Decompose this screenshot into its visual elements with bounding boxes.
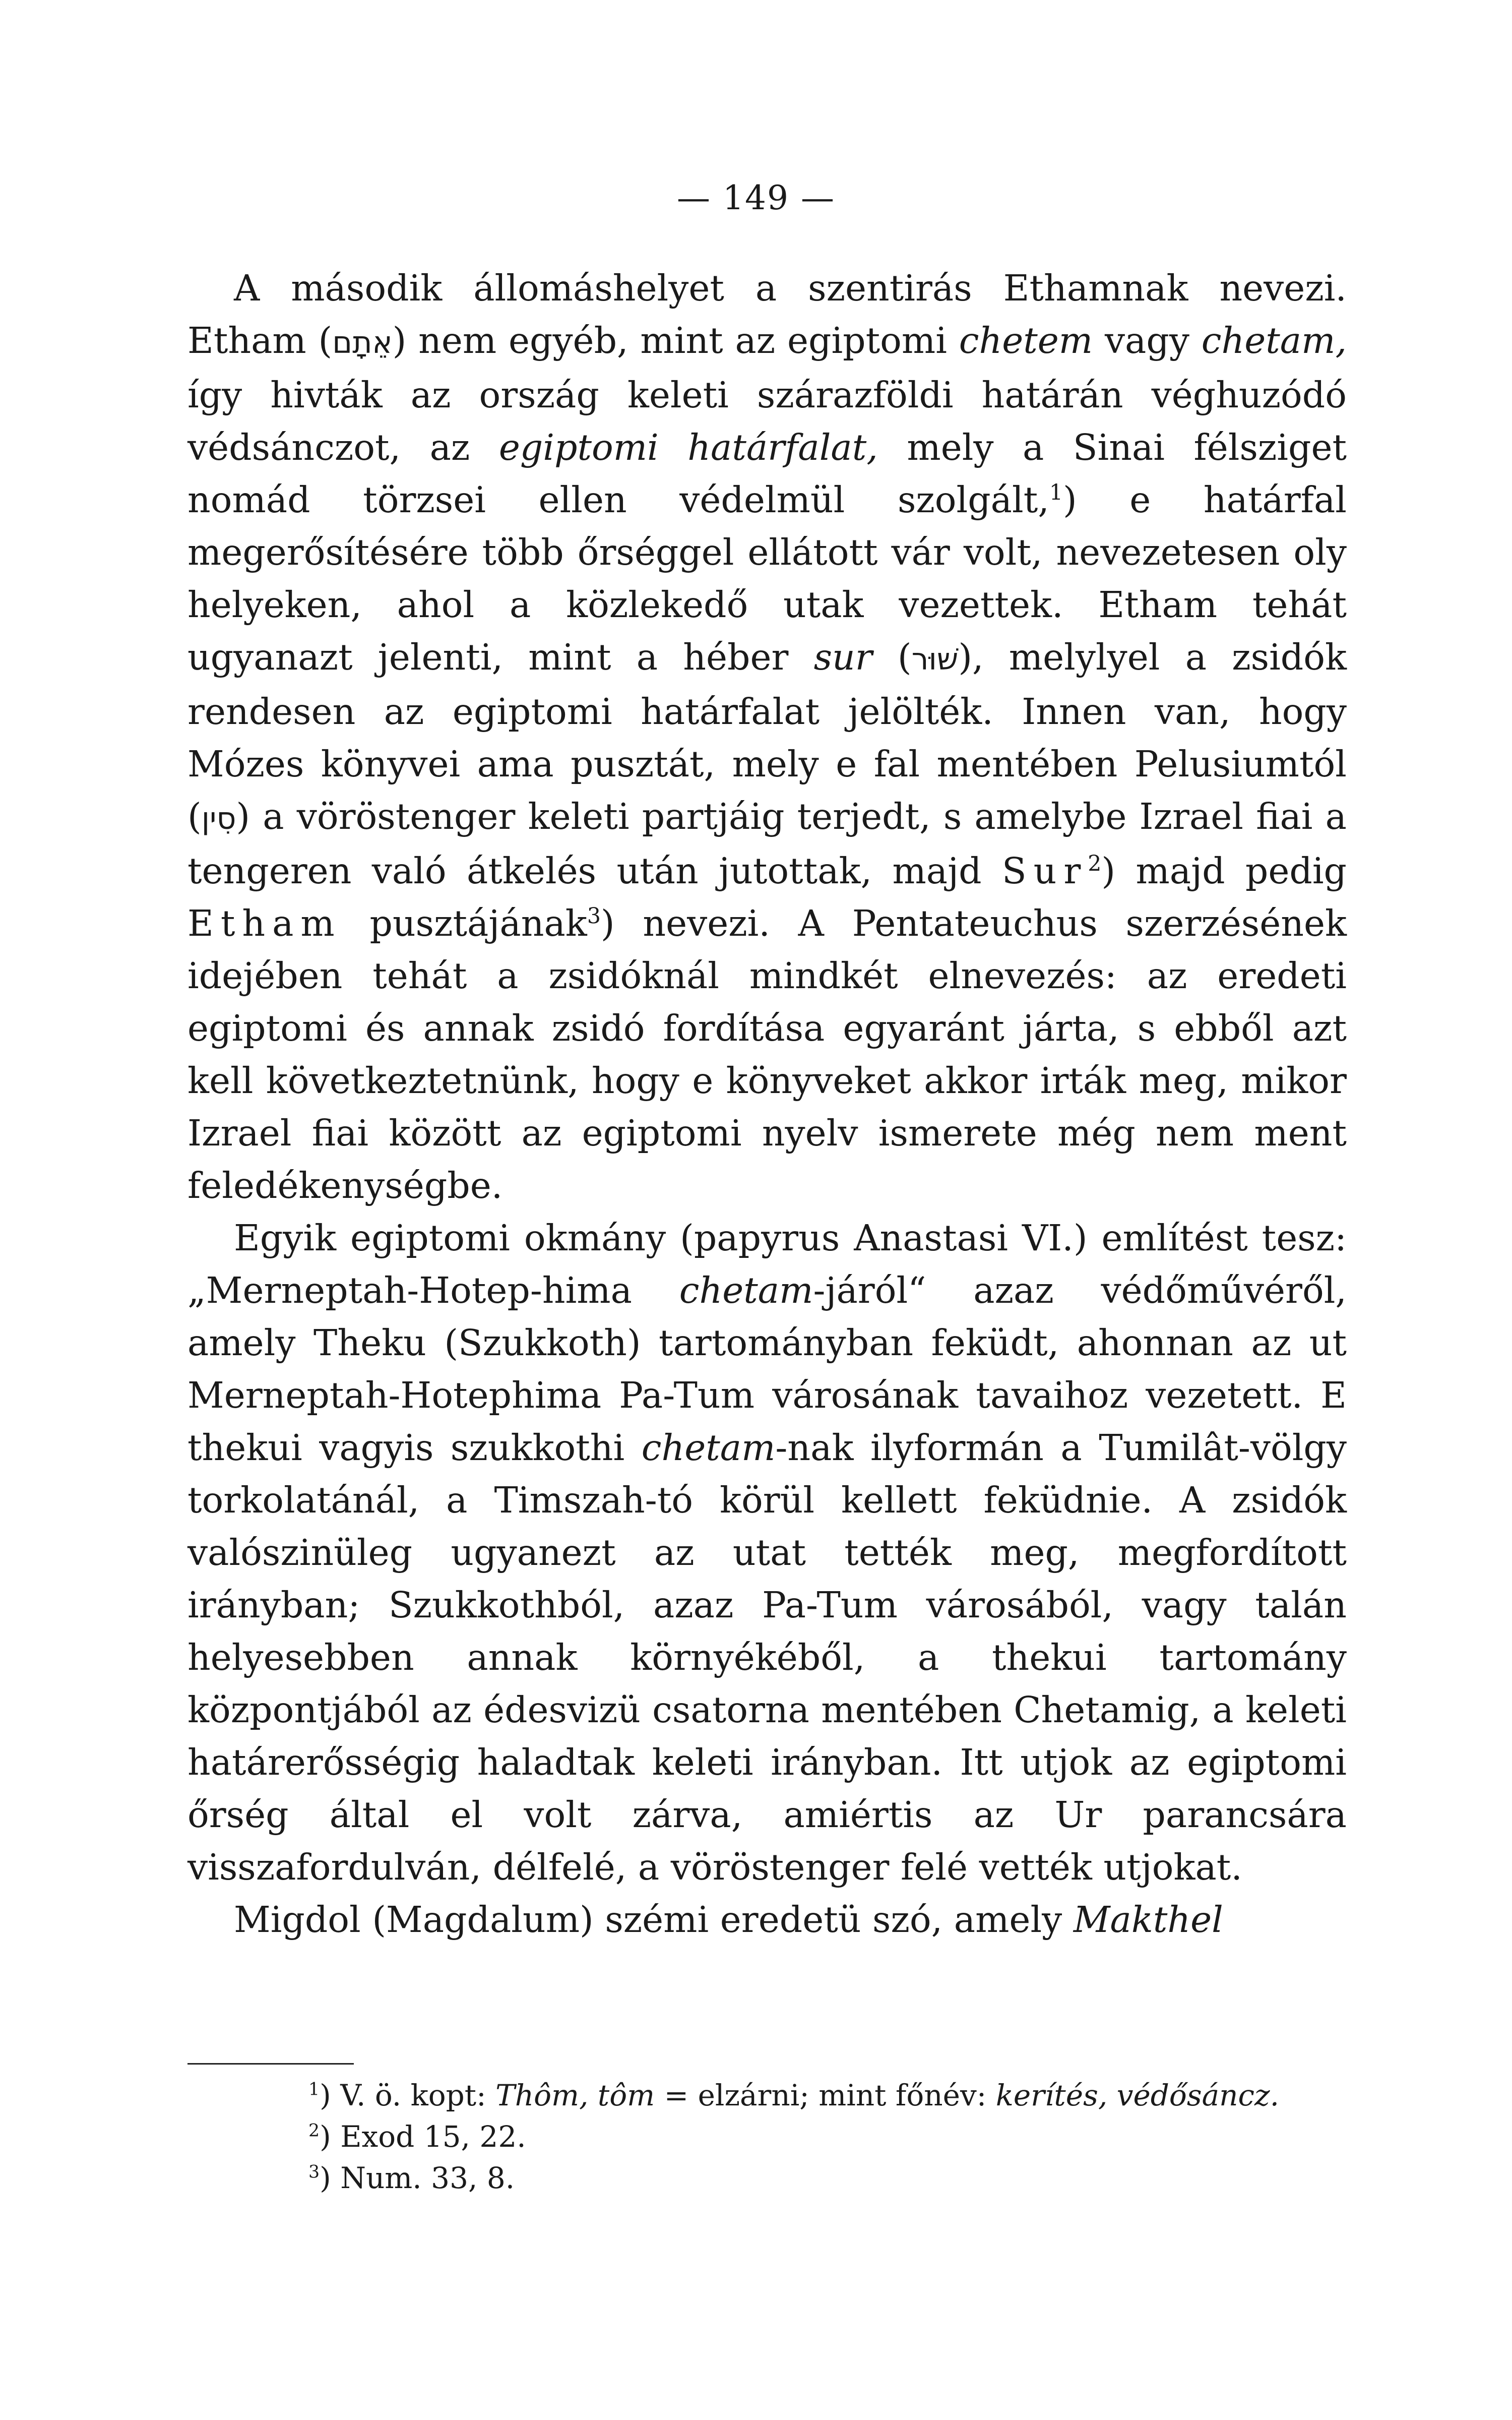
paragraph-etham <box>187 262 1347 1212</box>
footnote-divider <box>187 2063 354 2065</box>
italic-term: chetam <box>641 1427 776 1469</box>
footnote-number: 1 <box>308 2079 320 2100</box>
text-run: ) e határfal megerősítésére több őrséggel ellátott vár volt, nevezetesen oly helyeken, ahol a közlekedő utak vezettek. Etham tehát ugyanazt jelenti, mint a héber <box>187 479 1347 678</box>
hebrew-word-sin: סִין <box>201 801 236 836</box>
footnote-text: = elzárni; mint főnév: <box>655 2078 996 2112</box>
footnote-ref-1: 1 <box>1049 480 1063 506</box>
footnote-ref-3: 3 <box>587 903 601 929</box>
footnotes <box>187 2075 1347 2199</box>
footnote-text: ) Exod 15, 22. <box>320 2120 526 2154</box>
text-run: ) majd pedig <box>1101 850 1347 892</box>
footnote-1 <box>187 2075 1347 2116</box>
text-run: -nak ilyformán a Tumilât-völgy torkolatánál, a Timszah-tó körül kellett feküdnie. A zsidók valószinüleg ugyanezt az utat tették meg, megfordított irányban; Szukkothból, azaz Pa-Tum városából, vagy talán helyesebben annak környékéből, a thekui tartomány központjából az édesvizü csatorna mentében Chetamig, a keleti határerősségig haladtak keleti irányban. Itt utjok az egiptomi őrség által el volt zárva, amiértis az Ur parancsára visszafordulván, délfelé, a vöröstenger felé vették utjokat. <box>187 1427 1347 1888</box>
italic-term: chetem <box>959 320 1093 361</box>
footnote-3 <box>187 2157 1347 2199</box>
footnote-italic: kerítés, védősáncz. <box>995 2078 1280 2112</box>
footnote-text: ) Num. 33, 8. <box>320 2161 515 2195</box>
text-run: Egyik egiptomi okmány (papyrus Anastasi VI.) említést tesz: „Merneptah-Hotep-hima <box>187 1217 1347 1311</box>
italic-term: Makthel <box>1073 1899 1223 1941</box>
spaced-name-sur: Sur <box>1001 850 1088 892</box>
italic-term: sur <box>813 636 872 678</box>
text-run: ( <box>872 636 912 678</box>
text-run: ) a vöröstenger keleti partjáig terjedt, s amelybe Izrael fiai a tengeren való átkelés után jutottak, majd <box>187 796 1347 892</box>
footnote-2 <box>187 2116 1347 2157</box>
footnote-number: 2 <box>308 2121 320 2141</box>
text-run: ) nevezi. A Pentateuchus szerzésének idejében tehát a zsidóknál mindkét elnevezés: az eredeti egiptomi és annak zsidó fordítása egyaránt járta, s ebből azt kell következtetnünk, hogy e könyveket akkor irták meg, mikor Izrael fiai között az egiptomi nyelv ismerete még nem ment feledékenységbe. <box>187 902 1347 1206</box>
hebrew-word-etham: אֵתָם <box>332 325 393 360</box>
text-run: ), melylyel a zsidók rendesen az egiptomi határfalat jelölték. Innen van, hogy Mózes könyvei ama pusztát, mely e fal mentében Pelusiumtól ( <box>187 636 1347 837</box>
text-run: Migdol (Magdalum) szémi eredetü szó, amely <box>234 1899 1074 1941</box>
text-run: -járól“ azaz védőművéről, amely Theku (Szukkoth) tartományban feküdt, ahonnan az ut Merneptah-Hotephima Pa-Tum városának tavaihoz vezetett. E thekui vagyis szukkothi <box>187 1269 1347 1469</box>
text-run: ) nem egyéb, mint az egiptomi <box>392 320 959 361</box>
paragraph-migdol <box>187 1894 1347 1946</box>
hebrew-word-sur: שׁוּר <box>911 642 959 677</box>
text-run: mely a Sinai félsziget nomád törzsei ellen védelmül szolgált, <box>187 427 1347 521</box>
body-text <box>187 262 1347 1946</box>
italic-term: egiptomi határfalat, <box>498 427 878 468</box>
footnote-italic: Thôm, tôm <box>495 2078 655 2112</box>
italic-term: chetam, <box>1201 320 1347 361</box>
footnote-number: 3 <box>308 2162 320 2183</box>
footnote-ref-2: 2 <box>1088 851 1102 877</box>
text-run: A második állomáshelyet a szentirás Ethamnak nevezi. Etham ( <box>187 267 1347 361</box>
paragraph-papyrus <box>187 1212 1347 1894</box>
page-number: — 149 — <box>677 178 835 217</box>
text-run: vagy <box>1093 320 1202 361</box>
footnote-text: ) V. ö. kopt: <box>320 2078 496 2112</box>
italic-term: chetam <box>679 1269 813 1311</box>
text-run: így hivták az ország keleti szárazföldi határán véghuzódó védsánczot, az <box>187 374 1347 468</box>
spaced-name-etham: Etham <box>187 902 342 944</box>
text-run: pusztájának <box>341 902 587 944</box>
